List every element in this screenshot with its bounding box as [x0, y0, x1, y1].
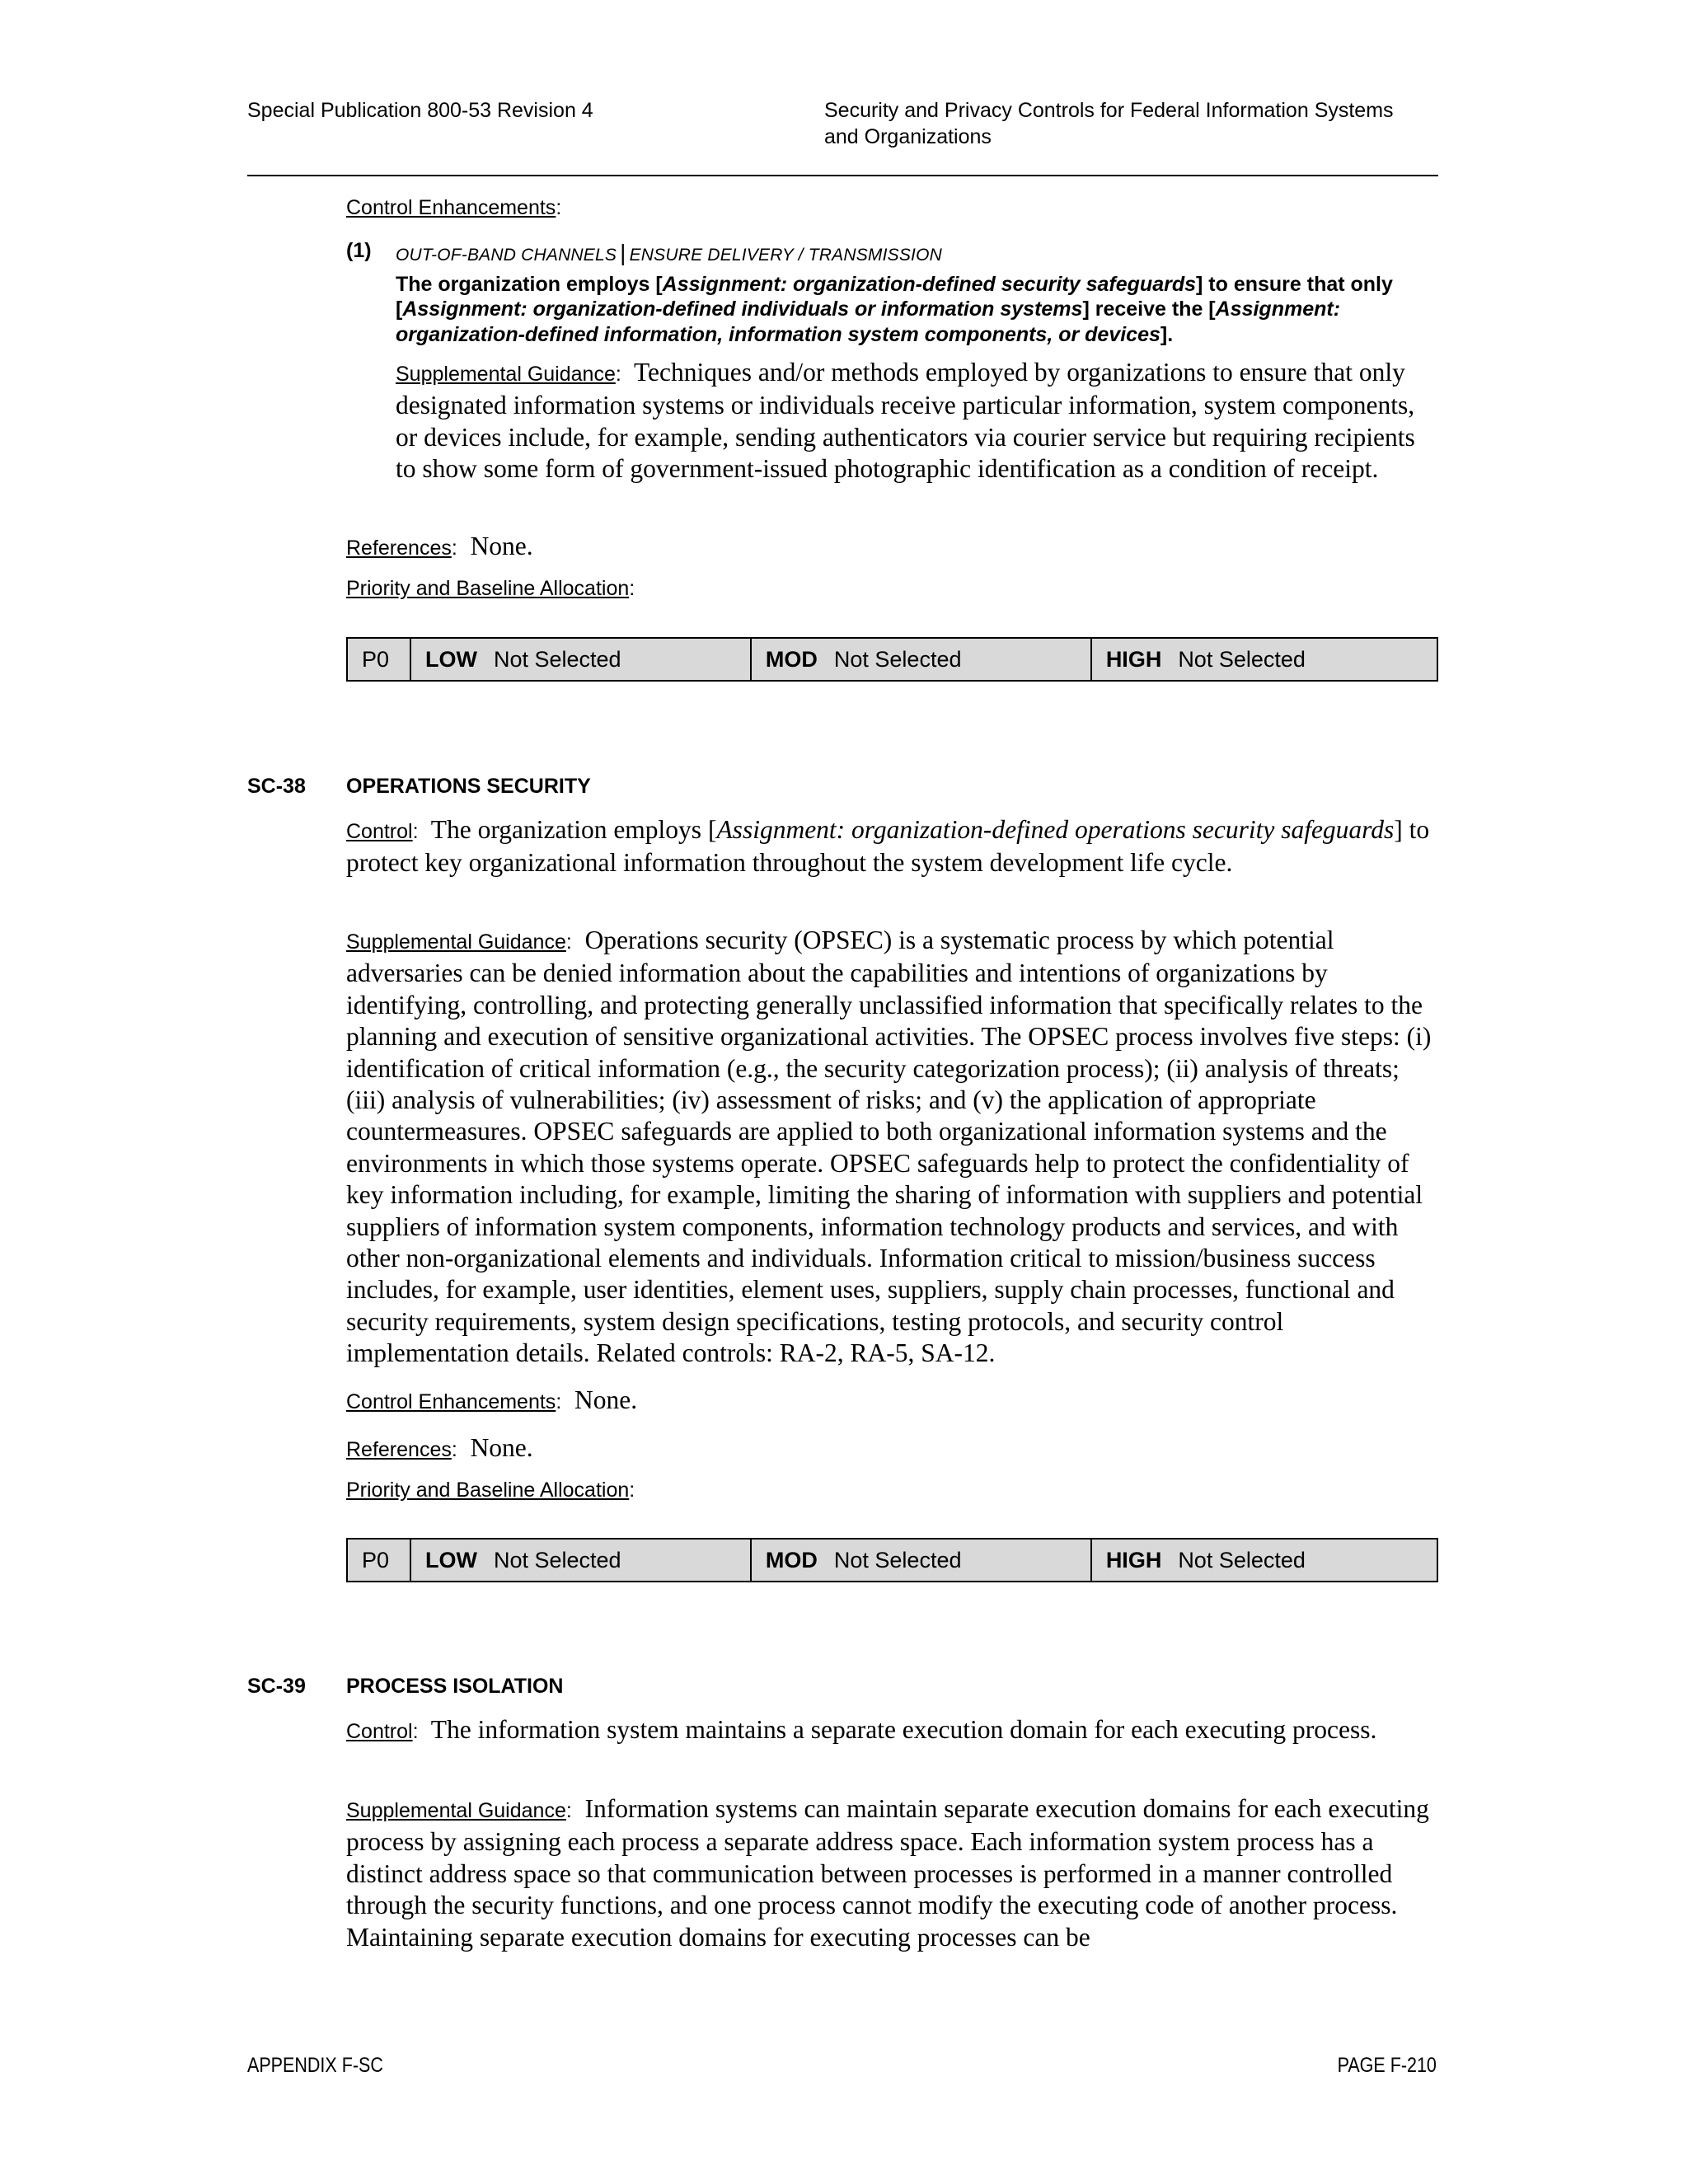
footer-page-number: PAGE F-210 [1337, 2054, 1437, 2077]
mod-cell: MOD Not Selected [751, 1539, 1091, 1582]
req-assignment: Assignment: organization-defined individuals or information systems [402, 298, 1083, 321]
enhancement-title [396, 240, 942, 266]
req-text: ]. [1160, 322, 1174, 346]
top-allocation-table [346, 637, 1438, 682]
header-right-line2: and Organizations [824, 125, 992, 148]
header-right [824, 97, 1451, 150]
sc39-supplemental-guidance: Supplemental Guidance: Information systems can maintain separate execution domains for each executing process by assigning each process a separate address space. Each information system process has a distinct address space so that communication between processes is performed in a manner controlled through the security functions, and one process cannot modify the executing code of another process. Maintaining separate execution domains for executing processes can be [346, 1794, 1429, 1952]
enhancement-title-part2: ENSURE DELIVERY / TRANSMISSION [629, 246, 942, 265]
req-text: ] receive the [ [1082, 298, 1216, 321]
sc38-priority-heading: Priority and Baseline Allocation: [346, 1479, 635, 1502]
sc38-allocation-table [346, 1538, 1438, 1582]
sc38-references: References: None. [346, 1433, 533, 1462]
references-label: References [346, 1438, 452, 1461]
mod-cell: MOD Not Selected [751, 638, 1091, 681]
control-label: Control [346, 1720, 413, 1743]
footer-appendix: APPENDIX F-SC [247, 2054, 383, 2077]
supplemental-guidance-text: Information systems can maintain separate execution domains for each executing process by assigning each process a separate address space. Each information system process has a distinct address space so that communication between processes is performed in a manner controlled through the security functions, and one process cannot modify the executing code of another process. Maintaining separate execution domains for executing processes can be [346, 1794, 1429, 1952]
supplemental-guidance-label: Supplemental Guidance [396, 363, 616, 386]
req-text: The organization employs [ [396, 273, 663, 296]
sc38-id: SC-38 [247, 775, 306, 798]
priority-label: Priority and Baseline Allocation [346, 1479, 630, 1502]
sc39-title: PROCESS ISOLATION [346, 1675, 564, 1698]
enhancement-title-separator: | [620, 240, 626, 265]
references-text: None. [470, 532, 533, 560]
supplemental-guidance-label: Supplemental Guidance [346, 1799, 566, 1822]
req-assignment: Assignment: organization-defined security safeguards [662, 273, 1196, 296]
header-rule [247, 175, 1438, 176]
priority-label: Priority and Baseline Allocation [346, 577, 630, 600]
control-enhancements-text: None. [574, 1385, 638, 1414]
sc39-control: Control: The information system maintains a separate execution domain for each executing process. [346, 1715, 1377, 1744]
control-enhancements-heading: Control Enhancements: [346, 196, 562, 219]
low-cell: LOW Not Selected [410, 638, 751, 681]
references-label: References [346, 537, 452, 560]
supplemental-guidance-text: Operations security (OPSEC) is a systematic process by which potential adversaries can be denied information about the capabilities and intentions of organizations by identifying, controlling, and protecting generally unclassified information that specifically relates to the planning and execution of sensitive organizational activities. The OPSEC process involves five steps: (i) identification of critical information (e.g., the security categorization process); (ii) analysis of threats; (iii) analysis of vulnerabilities; (iv) assessment of risks; and (v) the application of appropriate countermeasures. OPSEC safeguards are applied to both organizational information systems and the environments in which those systems operate. OPSEC safeguards help to protect the confidentiality of key information including, for example, limiting the sharing of information with suppliers and potential suppliers of information system components, information technology products and services, and with other non-organizational elements and individuals. Information critical to mission/business success includes, for example, user identities, element uses, suppliers, supply chain processes, functional and security requirements, system design specifications, testing protocols, and security control implementation details. Related controls: RA-2, RA-5, SA-12. [346, 926, 1432, 1368]
high-cell: HIGH Not Selected [1091, 1539, 1437, 1582]
enhancement-title-part1: OUT-OF-BAND CHANNELS [396, 246, 617, 265]
top-priority-heading: Priority and Baseline Allocation: [346, 577, 635, 600]
enhancement-requirement [396, 272, 1422, 347]
sc39-id: SC-39 [247, 1675, 306, 1698]
control-assignment: Assignment: organization-defined operations security safeguards [716, 815, 1395, 844]
sc38-title: OPERATIONS SECURITY [346, 775, 591, 798]
control-enhancements-label: Control Enhancements [346, 1390, 556, 1413]
references-text: None. [470, 1433, 533, 1462]
control-enhancements-label: Control Enhancements [346, 196, 556, 219]
supplemental-guidance-label: Supplemental Guidance [346, 930, 566, 954]
sc38-control-enhancements: Control Enhancements: None. [346, 1385, 638, 1414]
priority-cell: P0 [347, 638, 410, 681]
sc38-supplemental-guidance: Supplemental Guidance: Operations security (OPSEC) is a systematic process by which potential adversaries can be denied information about the capabilities and intentions of organizations by identifying, controlling, and protecting generally unclassified information that specifically relates to the planning and execution of sensitive organizational activities. The OPSEC process involves five steps: (i) identification of critical information (e.g., the security categorization process); (ii) analysis of threats; (iii) analysis of vulnerabilities; (iv) assessment of risks; and (v) the application of appropriate countermeasures. OPSEC safeguards are applied to both organizational information systems and the environments in which those systems operate. OPSEC safeguards help to protect the confidentiality of key information including, for example, limiting the sharing of information with suppliers and potential suppliers of information system components, information technology products and services, and with other non-organizational elements and individuals. Information critical to mission/business success includes, for example, user identities, element uses, suppliers, supply chain processes, functional and security requirements, system design specifications, testing protocols, and security control implementation details. Related controls: RA-2, RA-5, SA-12. [346, 926, 1432, 1368]
enhancement-number: (1) [346, 239, 372, 262]
control-label: Control [346, 820, 413, 843]
high-cell: HIGH Not Selected [1091, 638, 1437, 681]
priority-cell: P0 [347, 1539, 410, 1582]
enhancement-supplemental-guidance: Supplemental Guidance: Techniques and/or methods employed by organizations to ensure that only designated information systems or individuals receive particular information, system components, or devices include, for example, sending authenticators via courier service but requiring recipients to show some form of government-issued photographic identification as a condition of receipt. [396, 358, 1415, 484]
supplemental-guidance-text: Techniques and/or methods employed by organizations to ensure that only designated information systems or individuals receive particular information, system components, or devices include, for example, sending authenticators via courier service but requiring recipients to show some form of government-issued photographic identification as a condition of receipt. [396, 358, 1415, 484]
control-text: The organization employs [ [430, 815, 717, 844]
header-right-line1: Security and Privacy Controls for Federal Information Systems [824, 99, 1394, 122]
req-text: ] to ensure that only [ [396, 273, 1393, 321]
header-left: Special Publication 800-53 Revision 4 [247, 99, 593, 122]
top-references: References: None. [346, 532, 533, 560]
control-text: The information system maintains a separate execution domain for each executing process. [430, 1715, 1377, 1744]
sc38-control: Control: The organization employs [Assignment: organization-defined operations security safeguards] to protect key organizational information throughout the system development life cycle. [346, 815, 1430, 878]
low-cell: LOW Not Selected [410, 1539, 751, 1582]
req-assignment: Assignment: organization-defined information, information system components, or devices [396, 298, 1341, 346]
control-text: ] to protect key organizational information throughout the system development life cycle. [346, 815, 1430, 878]
